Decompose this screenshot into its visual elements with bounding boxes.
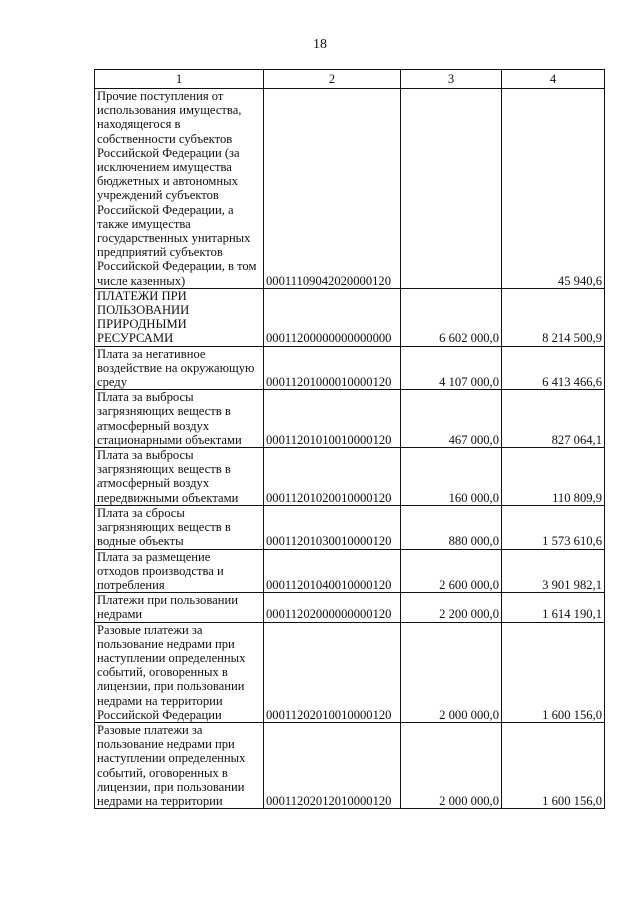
table-row: [95, 505, 605, 549]
actual-amount-cell: 827 064,1: [502, 390, 605, 448]
column-header-2: 2: [264, 70, 401, 89]
column-header-3: 3: [401, 70, 502, 89]
revenue-name-cell: Платежи при пользовании недрами: [95, 593, 264, 622]
revenue-name-cell: Плата за сбросы загрязняющих веществ в водные объекты: [95, 505, 264, 549]
table-row: [95, 390, 605, 448]
table-row: [95, 448, 605, 506]
actual-amount-cell: 3 901 982,1: [502, 549, 605, 593]
revenue-name-cell: Прочие поступления от использования имущества, находящегося в собственности субъектов Российской Федерации (за исключением имущества бюджетных и автономных учреждений субъектов Российской Федерации, а также имущества государственных унитарных предприятий субъектов Российской Федерации, в том числе казенных): [95, 89, 264, 289]
actual-amount-cell: 1 600 156,0: [502, 722, 605, 808]
budget-code-cell: 00011201010010000120: [264, 390, 401, 448]
revenue-name-cell: Плата за размещение отходов производства и потребления: [95, 549, 264, 593]
plan-amount-cell: [401, 89, 502, 289]
budget-code-cell: 00011202000000000120: [264, 593, 401, 622]
budget-code-cell: 00011201000010000120: [264, 346, 401, 390]
table-row: [95, 89, 605, 289]
table-row: [95, 288, 605, 346]
budget-code-cell: 00011109042020000120: [264, 89, 401, 289]
budget-code-cell: 00011201020010000120: [264, 448, 401, 506]
actual-amount-cell: 6 413 466,6: [502, 346, 605, 390]
plan-amount-cell: 467 000,0: [401, 390, 502, 448]
budget-code-cell: 00011202010010000120: [264, 622, 401, 722]
column-header-1: 1: [95, 70, 264, 89]
budget-code-cell: 00011201040010000120: [264, 549, 401, 593]
actual-amount-cell: 110 809,9: [502, 448, 605, 506]
revenue-name-cell: ПЛАТЕЖИ ПРИ ПОЛЬЗОВАНИИ ПРИРОДНЫМИ РЕСУРСАМИ: [95, 288, 264, 346]
revenue-name-cell: Плата за выбросы загрязняющих веществ в атмосферный воздух передвижными объектами: [95, 448, 264, 506]
revenue-name-cell: Разовые платежи за пользование недрами при наступлении определенных событий, оговоренных в лицензии, при пользовании недрами на территории: [95, 722, 264, 808]
plan-amount-cell: 2 000 000,0: [401, 622, 502, 722]
revenue-name-cell: Плата за негативное воздействие на окружающую среду: [95, 346, 264, 390]
plan-amount-cell: 880 000,0: [401, 505, 502, 549]
actual-amount-cell: 1 614 190,1: [502, 593, 605, 622]
table-row: [95, 593, 605, 622]
actual-amount-cell: 1 600 156,0: [502, 622, 605, 722]
plan-amount-cell: 2 600 000,0: [401, 549, 502, 593]
plan-amount-cell: 160 000,0: [401, 448, 502, 506]
table-row: [95, 622, 605, 722]
table-row: [95, 346, 605, 390]
plan-amount-cell: 4 107 000,0: [401, 346, 502, 390]
budget-code-cell: 00011201030010000120: [264, 505, 401, 549]
plan-amount-cell: 6 602 000,0: [401, 288, 502, 346]
plan-amount-cell: 2 200 000,0: [401, 593, 502, 622]
budget-revenue-table: [94, 69, 605, 809]
revenue-name-cell: Разовые платежи за пользование недрами при наступлении определенных событий, оговоренных в лицензии, при пользовании недрами на территории Российской Федерации: [95, 622, 264, 722]
budget-code-cell: 00011200000000000000: [264, 288, 401, 346]
table-header-row: [95, 70, 605, 89]
table-row: [95, 549, 605, 593]
page-number: 18: [313, 37, 327, 52]
budget-code-cell: 00011202012010000120: [264, 722, 401, 808]
actual-amount-cell: 1 573 610,6: [502, 505, 605, 549]
actual-amount-cell: 8 214 500,9: [502, 288, 605, 346]
column-header-4: 4: [502, 70, 605, 89]
plan-amount-cell: 2 000 000,0: [401, 722, 502, 808]
revenue-name-cell: Плата за выбросы загрязняющих веществ в атмосферный воздух стационарными объектами: [95, 390, 264, 448]
actual-amount-cell: 45 940,6: [502, 89, 605, 289]
table-row: [95, 722, 605, 808]
